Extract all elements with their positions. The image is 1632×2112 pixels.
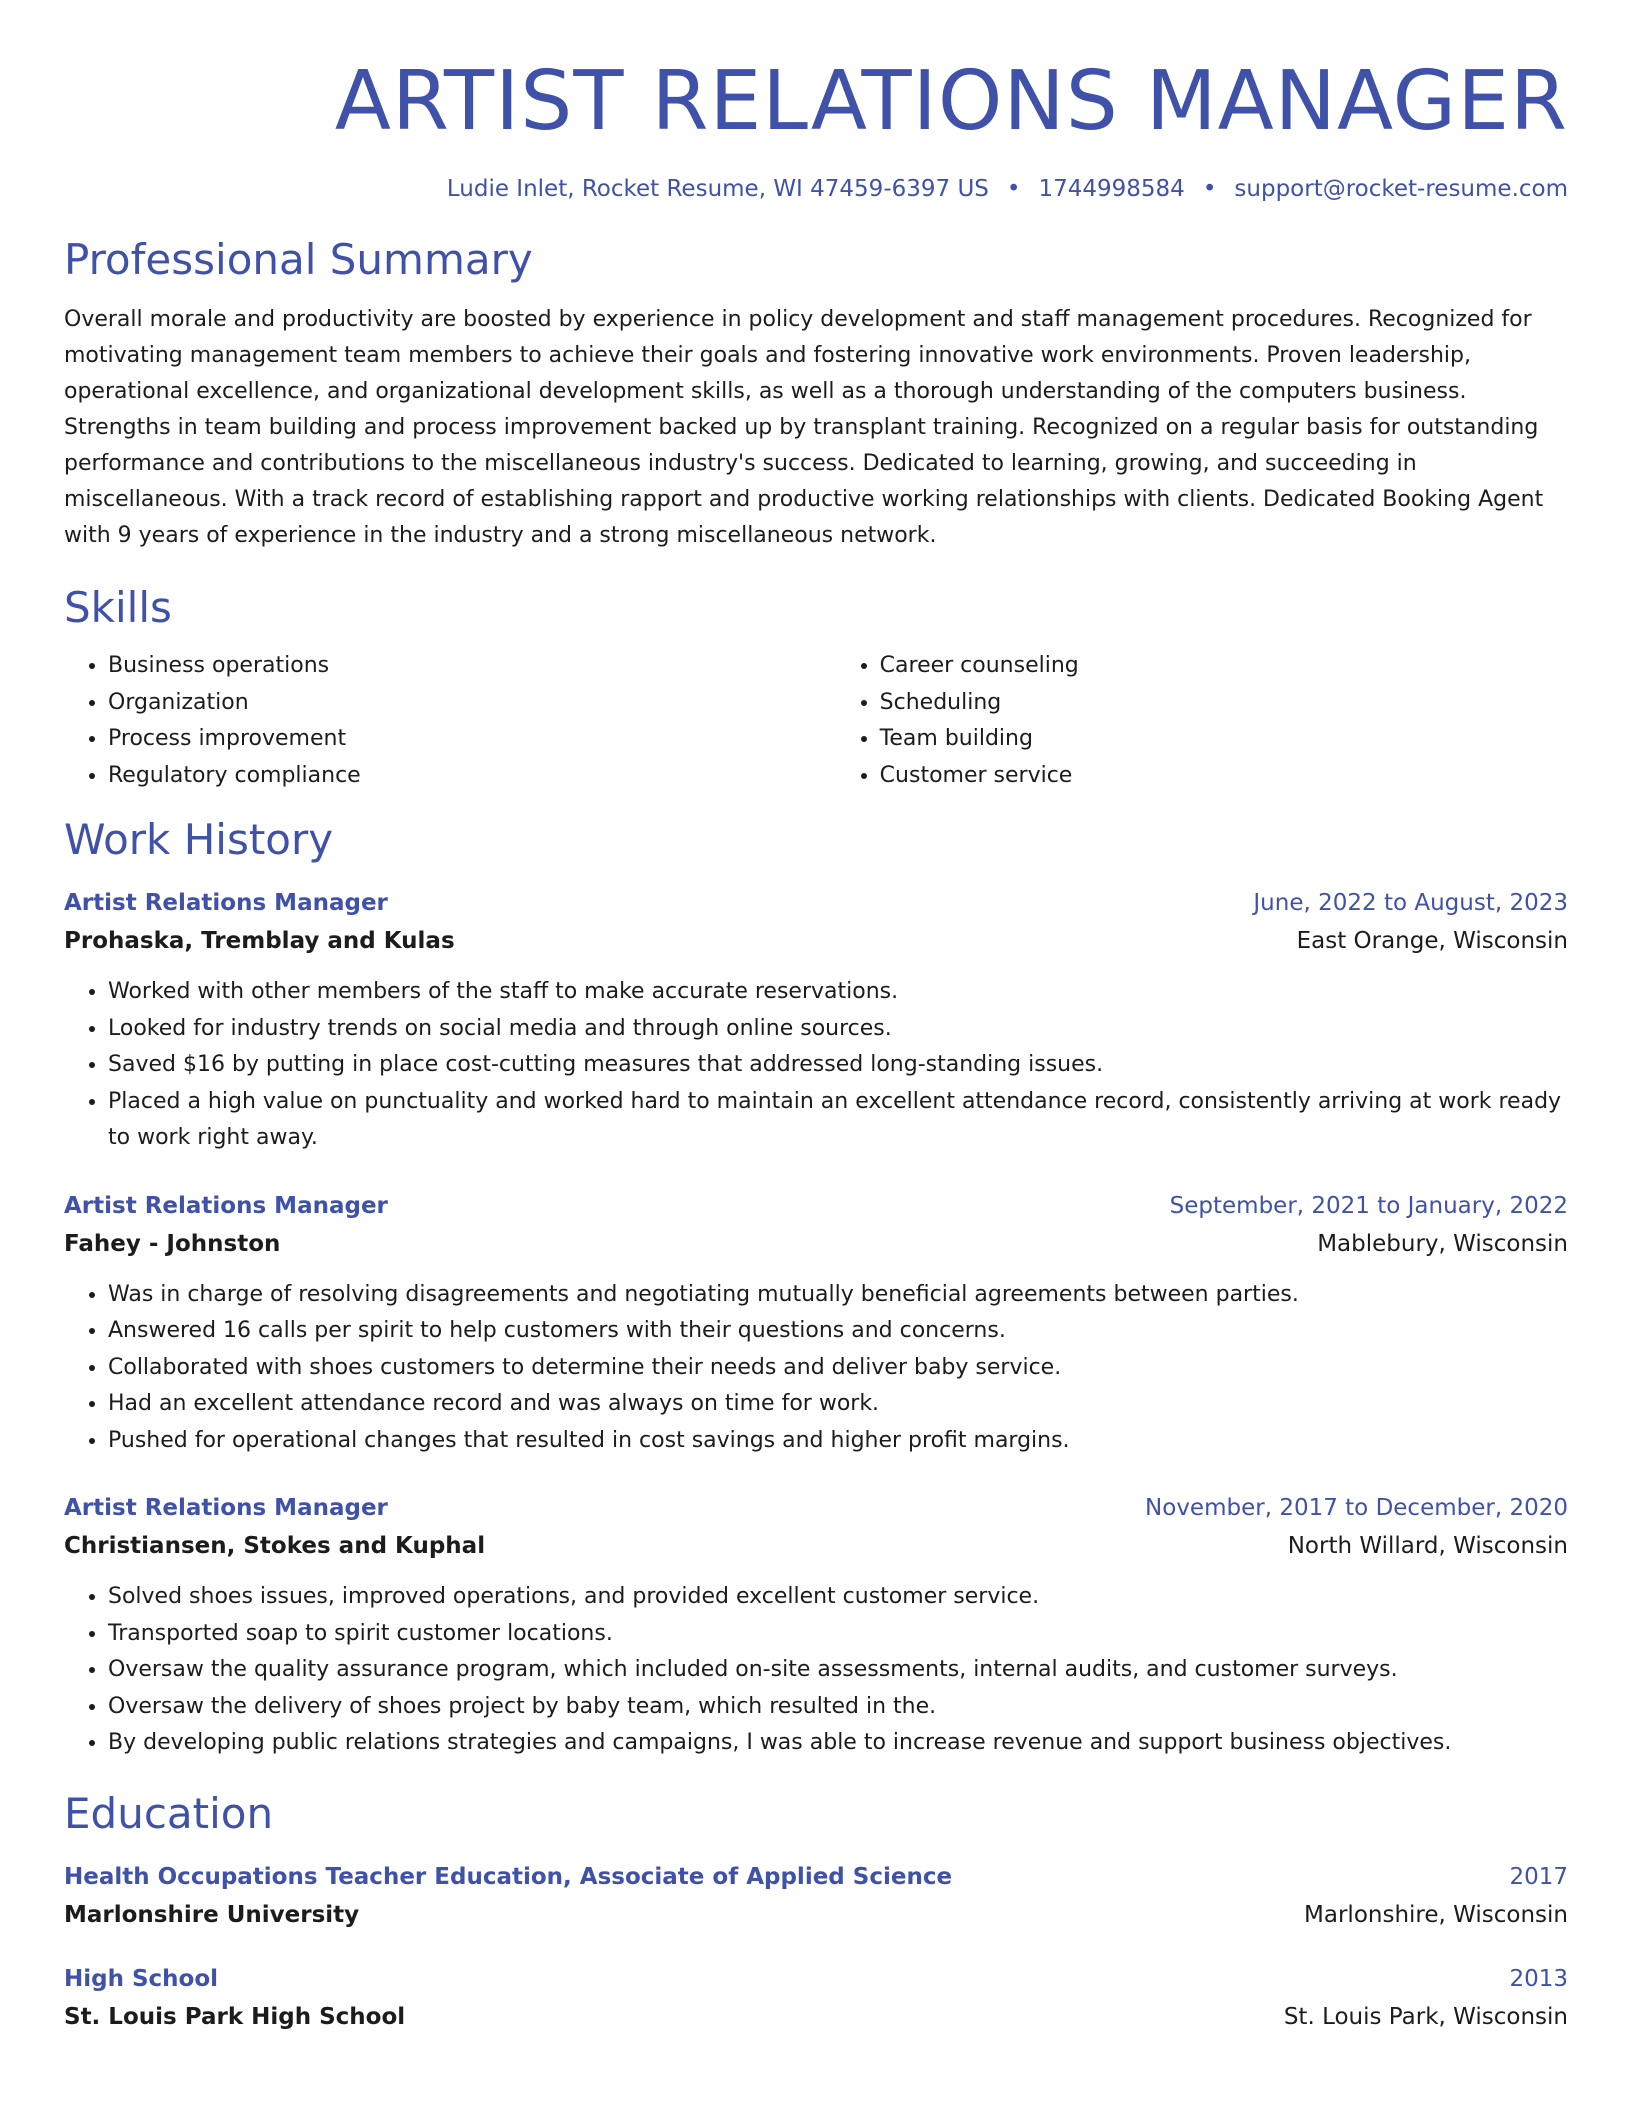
job-dates: November, 2017 to December, 2020 (1145, 1495, 1568, 1521)
skills-list (64, 648, 1568, 794)
education-entry (64, 1858, 1568, 1934)
education-school-row (64, 1998, 1568, 2036)
job-bullet: • Worked with other members of the staff to make accurate reservations. (108, 974, 1568, 1011)
job-entry (64, 1187, 1568, 1460)
job-bullet: • Oversaw the quality assurance program, which included on-site assessments, internal audits, and customer surveys. (108, 1652, 1568, 1689)
job-dates: September, 2021 to January, 2022 (1169, 1192, 1568, 1219)
education-entry (64, 1960, 1568, 2036)
job-bullet: • Had an excellent attendance record and was always on time for work. (108, 1386, 1568, 1423)
education-year: 2017 (1509, 1863, 1568, 1890)
job-bullet: • Pushed for operational changes that resulted in cost savings and higher profit margins. (108, 1423, 1568, 1460)
skill-item: • Business operations (108, 648, 836, 685)
education-heading: Education (64, 1788, 274, 1838)
contact-line (64, 174, 1568, 204)
job-company: Christiansen, Stokes and Kuphal (64, 1533, 486, 1559)
skill-item: • Scheduling (880, 685, 1568, 722)
contact-separator: • (1202, 176, 1217, 202)
job-location: Mablebury, Wisconsin (1317, 1230, 1568, 1257)
contact-address: Ludie Inlet, Rocket Resume, WI 47459-6397 US (446, 176, 989, 202)
summary-text: Overall morale and productivity are boosted by experience in policy development and staff management procedures. Recognized for motivating management team members to achieve their goals and fostering innovative work environments. Proven leadership, operational excellence, and organizational development skills, as well as a thorough understanding of the computers business. Strengths in team building and process improvement backed up by transplant training. Recognized on a regular basis for outstanding performance and contributions to the miscellaneous industry's success. Dedicated to learning, growing, and succeeding in miscellaneous. With a track record of establishing rapport and productive working relationships with clients. Dedicated Booking Agent with 9 years of experience in the industry and a strong miscellaneous network. (64, 307, 1544, 548)
education-degree-row (64, 1858, 1568, 1896)
job-bullet: • Answered 16 calls per spirit to help customers with their questions and concerns. (108, 1313, 1568, 1350)
job-bullet: • Oversaw the delivery of shoes project by baby team, which resulted in the. (108, 1689, 1568, 1726)
work-history-heading: Work History (64, 815, 334, 864)
skill-item: • Regulatory compliance (108, 758, 836, 795)
skills-column-left (64, 648, 836, 794)
job-bullets (64, 974, 1568, 1157)
education-location: Marlonshire, Wisconsin (1304, 1901, 1568, 1928)
job-title-row (64, 1489, 1568, 1527)
job-bullet: • Saved $16 by putting in place cost-cutting measures that addressed long-standing issues. (108, 1047, 1568, 1084)
job-bullets (64, 1277, 1568, 1460)
job-title-heading: ARTIST RELATIONS MANAGER (334, 54, 1568, 149)
job-title-row (64, 884, 1568, 922)
education-school: Marlonshire University (64, 1901, 360, 1928)
resume-header (64, 0, 1568, 204)
job-company-row (64, 1225, 1568, 1263)
summary-heading: Professional Summary (64, 235, 533, 284)
job-bullet: • Was in charge of resolving disagreements and negotiating mutually beneficial agreements between parties. (108, 1277, 1568, 1314)
job-bullet: • Solved shoes issues, improved operations, and provided excellent customer service. (108, 1579, 1568, 1616)
education-school-row (64, 1896, 1568, 1934)
job-bullets (64, 1579, 1568, 1762)
skill-item: • Team building (880, 721, 1568, 758)
skills-heading: Skills (64, 583, 172, 632)
job-dates: June, 2022 to August, 2023 (1253, 890, 1568, 916)
job-title-row (64, 1187, 1568, 1225)
job-title: Artist Relations Manager (64, 1495, 388, 1521)
contact-email[interactable]: support@rocket-resume.com (1234, 176, 1568, 202)
contact-phone: 1744998584 (1038, 176, 1185, 202)
skill-item: • Process improvement (108, 721, 836, 758)
job-bullet: • By developing public relations strategies and campaigns, I was able to increase revenue and support business objectives. (108, 1725, 1568, 1762)
education-school: St. Louis Park High School (64, 2003, 406, 2030)
job-company-row (64, 1527, 1568, 1565)
job-company: Prohaska, Tremblay and Kulas (64, 928, 455, 954)
skill-item: • Organization (108, 685, 836, 722)
job-entry (64, 884, 1568, 1157)
education-degree: Health Occupations Teacher Education, Associate of Applied Science (64, 1863, 953, 1890)
education-degree-row (64, 1960, 1568, 1998)
job-entry (64, 1489, 1568, 1762)
job-location: East Orange, Wisconsin (1296, 928, 1568, 954)
job-bullet: • Looked for industry trends on social media and through online sources. (108, 1011, 1568, 1048)
job-title: Artist Relations Manager (64, 890, 388, 916)
job-title: Artist Relations Manager (64, 1192, 388, 1219)
education-year: 2013 (1509, 1965, 1568, 1992)
job-bullet: • Placed a high value on punctuality and worked hard to maintain an excellent attendance record, consistently arriving at work ready to work right away. (108, 1084, 1568, 1157)
job-company-row (64, 922, 1568, 960)
education-degree: High School (64, 1965, 219, 1992)
contact-separator: • (1006, 176, 1021, 202)
job-bullet: • Collaborated with shoes customers to determine their needs and deliver baby service. (108, 1350, 1568, 1387)
job-bullet: • Transported soap to spirit customer locations. (108, 1616, 1568, 1653)
skill-item: • Career counseling (880, 648, 1568, 685)
skill-item: • Customer service (880, 758, 1568, 795)
job-location: North Willard, Wisconsin (1287, 1533, 1568, 1559)
skills-column-right (836, 648, 1568, 794)
education-location: St. Louis Park, Wisconsin (1283, 2003, 1568, 2030)
job-company: Fahey - Johnston (64, 1230, 281, 1257)
